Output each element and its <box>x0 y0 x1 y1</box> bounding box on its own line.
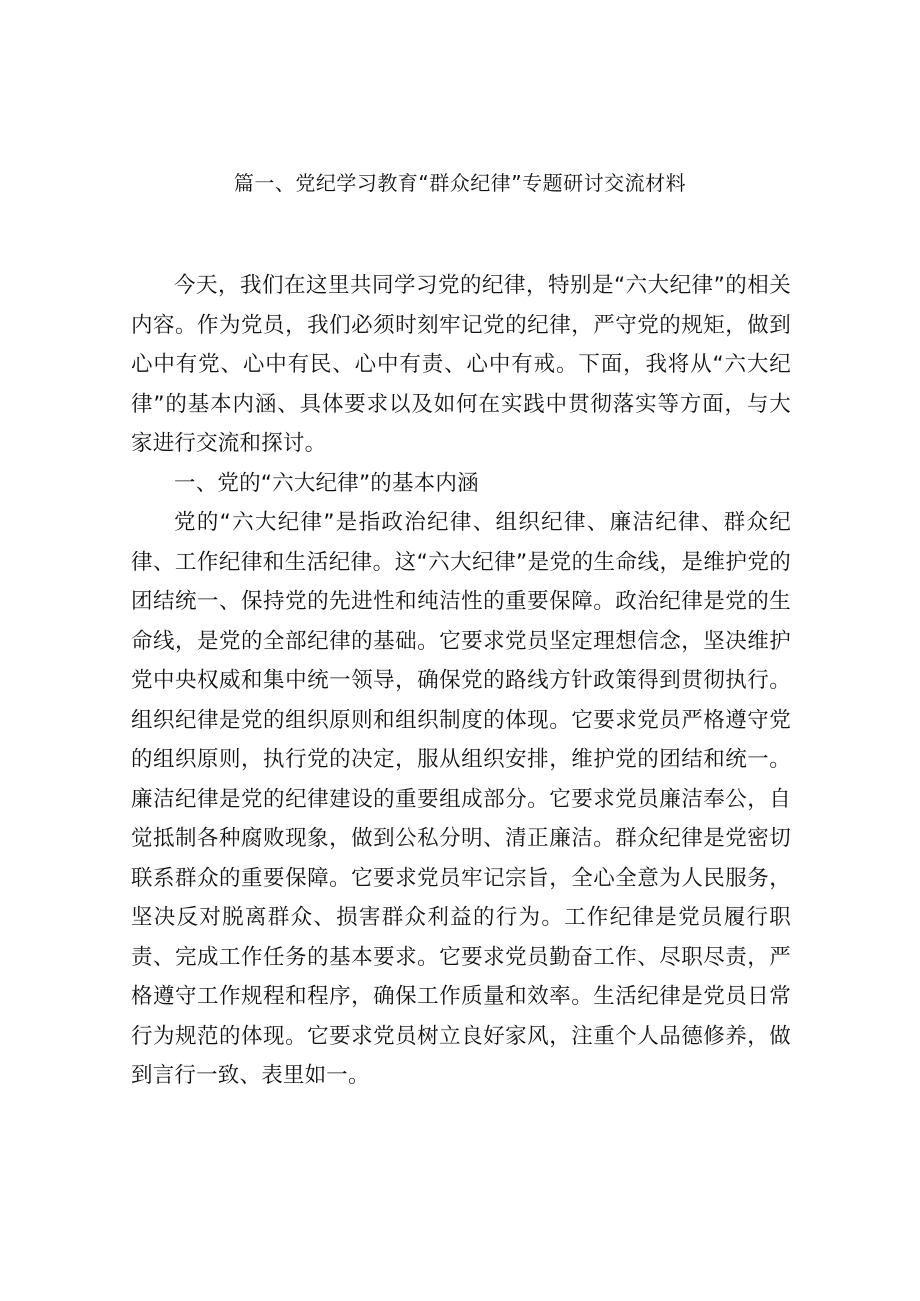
document-title: 篇一、党纪学习教育“群众纪律”专题研讨交流材料 <box>233 171 687 195</box>
section-heading: 一、党的“六大纪律”的基本内涵 <box>174 470 479 496</box>
intro-paragraph: 今天，我们在这里共同学习党的纪律，特别是“六大纪律”的相关内容。作为党员，我们必须时刻牢记党的纪律，严守党的规矩，做到心中有党、心中有民、心中有责、心中有戒。下面，我将从“六大纪律”的基本内涵、具体要求以及如何在实践中贯彻落实等方面，与大家进行交流和探讨。 <box>131 273 791 456</box>
body-paragraph: 党的“六大纪律”是指政治纪律、组织纪律、廉洁纪律、群众纪律、工作纪律和生活纪律。这“六大纪律”是党的生命线，是维护党的团结统一、保持党的先进性和纯洁性的重要保障。政治纪律是党的生命线，是党的全部纪律的基础。它要求党员坚定理想信念，坚决维护党中央权威和集中统一领导，确保党的路线方针政策得到贯彻执行。组织纪律是党的组织原则和组织制度的体现。它要求党员严格遵守党的组织原则，执行党的决定，服从组织安排，维护党的团结和统一。廉洁纪律是党的纪律建设的重要组成部分。它要求党员廉洁奉公，自觉抵制各种腐败现象，做到公私分明、清正廉洁。群众纪律是党密切联系群众的重要保障。它要求党员牢记宗旨，全心全意为人民服务，坚决反对脱离群众、损害群众利益的行为。工作纪律是党员履行职责、完成工作任务的基本要求。它要求党员勤奋工作、尽职尽责，严格遵守工作规程和程序，确保工作质量和效率。生活纪律是党员日常行为规范的体现。它要求党员树立良好家风，注重个人品德修养，做到言行一致、表里如一。 <box>131 510 791 1088</box>
document-body <box>131 266 791 1096</box>
